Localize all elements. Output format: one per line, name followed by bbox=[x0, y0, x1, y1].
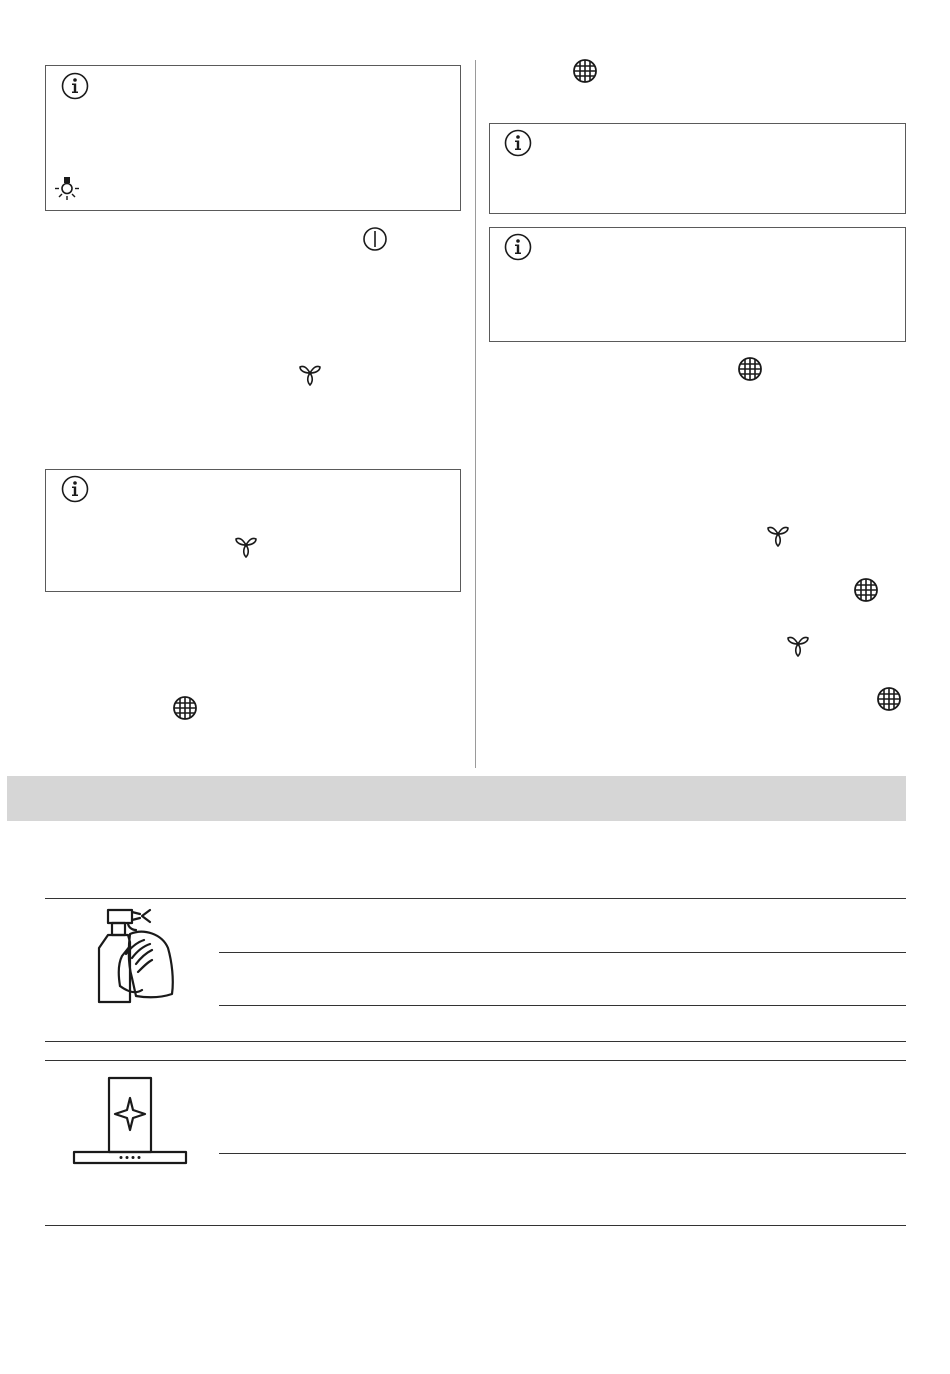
fan-icon bbox=[298, 361, 322, 387]
table-group-rule bbox=[45, 1060, 906, 1061]
info-icon bbox=[504, 233, 532, 261]
info-icon bbox=[61, 475, 89, 503]
grease-filter-icon bbox=[172, 695, 198, 721]
table-row-rule bbox=[219, 1005, 906, 1006]
section-heading-band bbox=[7, 776, 906, 821]
info-note-box-light bbox=[45, 65, 461, 211]
grease-filter-icon bbox=[853, 577, 879, 603]
column-divider bbox=[475, 60, 476, 768]
grease-filter-icon bbox=[876, 686, 902, 712]
fan-icon bbox=[786, 632, 810, 658]
info-note-box-fan bbox=[45, 469, 461, 592]
fan-icon bbox=[234, 533, 258, 559]
table-top-rule bbox=[45, 898, 906, 899]
spray-and-cloth-icon bbox=[92, 906, 184, 1006]
table-bottom-rule bbox=[45, 1225, 906, 1226]
table-row-rule bbox=[219, 1153, 906, 1154]
light-bulb-icon bbox=[54, 176, 80, 204]
info-note-box-right-1 bbox=[489, 123, 906, 214]
info-note-box-right-2 bbox=[489, 227, 906, 342]
info-icon bbox=[61, 72, 89, 100]
table-row-rule bbox=[219, 952, 906, 953]
clean-hood-icon bbox=[72, 1076, 188, 1166]
info-icon bbox=[504, 129, 532, 157]
grease-filter-icon bbox=[572, 58, 598, 84]
grease-filter-icon bbox=[737, 356, 763, 382]
table-group-rule bbox=[45, 1041, 906, 1042]
power-icon bbox=[362, 226, 388, 252]
fan-icon bbox=[766, 522, 790, 548]
